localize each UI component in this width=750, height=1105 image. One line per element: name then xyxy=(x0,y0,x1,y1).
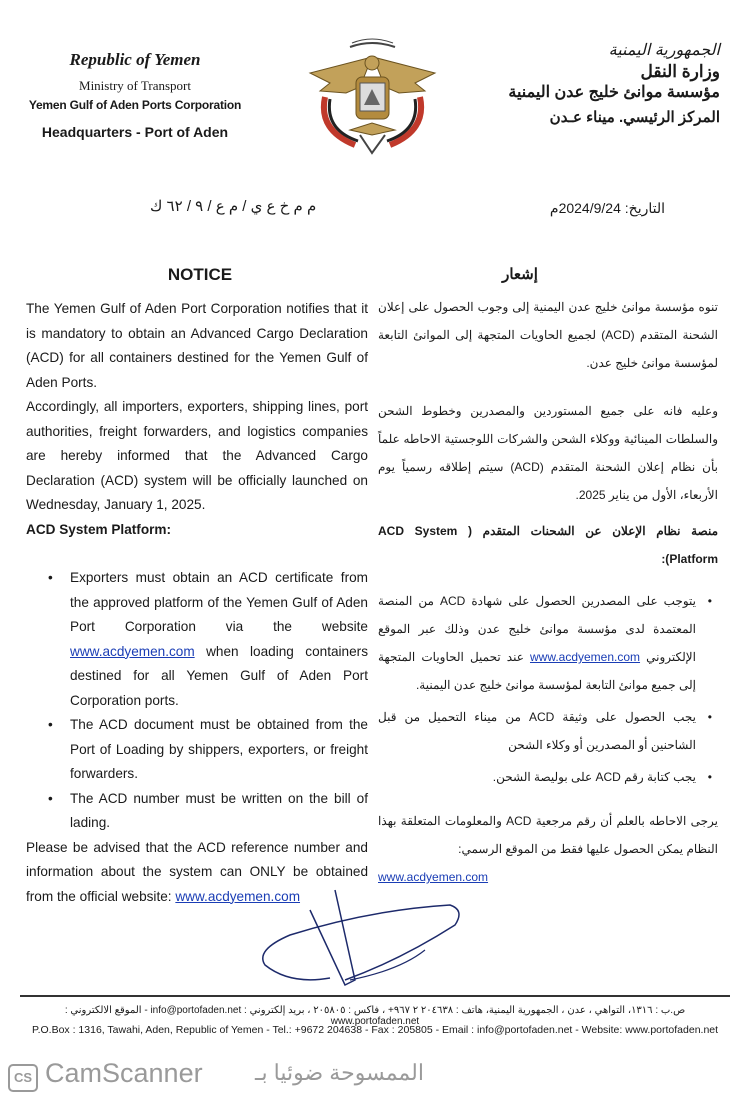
english-letterhead xyxy=(20,50,250,140)
english-bullet-list xyxy=(26,566,368,836)
official-website-link[interactable]: www.acdyemen.com xyxy=(175,888,301,904)
english-paragraph: The Yemen Gulf of Aden Port Corporation notifies that it is mandatory to obtain an Advanced Cargo Declaration (ACD) for all containers destined for the Yemen Gulf of Aden Ports. xyxy=(26,301,368,390)
arabic-paragraph: وعليه فانه على جميع المستوردين والمصدرين وخطوط الشحن والسلطات المينائية ووكلاء الشحن والشركات اللوجستية الاحاطه علماً بأن نظام إعلان الشحنة المتقدم (ACD) سيتم إطلاقه رسمياً يوم الأربعاء، الأول من يناير 2025. xyxy=(378,404,718,502)
arabic-footer-contact: ص.ب : ١٣١٦، التواهي ، عدن ، الجمهورية اليمنية، هاتف : ٢٠٤٦٣٨ ٢ ٩٦٧+ ، فاكس : ٢٠٥٨٠٥ ، بريد إلكتروني : info@portofaden.net - الموقع الالكتروني : www.portofaden.net xyxy=(64,1005,686,1027)
list-item: • يجب الحصول على وثيقة ACD من ميناء التحميل من قبل الشاحنين أو المصدرين أو وكلاء الشحن xyxy=(378,703,696,759)
ministry-name: Ministry of Transport xyxy=(79,78,191,93)
arabic-headquarters-name: المركز الرئيسي. ميناء عـدن xyxy=(549,109,720,126)
arabic-acd-website-link[interactable]: www.acdyemen.com xyxy=(529,650,641,664)
english-paragraph: Accordingly, all importers, exporters, shipping lines, port authorities, freight forwarders, and logistics companies are hereby informed that the Advanced Cargo Declaration (ACD) system will be officially launched on Wednesday, January 1, 2025. xyxy=(26,399,368,512)
list-item xyxy=(378,587,696,699)
arabic-notice-title: إشعار xyxy=(502,266,538,283)
arabic-closing: يرجى الاحاطه بالعلم أن رقم مرجعية ACD والمعلومات المتعلقة بهذا النظام يمكن الحصول عليها فقط من الموقع الرسمي: xyxy=(378,814,718,856)
letter-date: التاريخ: 2024/9/24م xyxy=(549,200,665,216)
list-item xyxy=(70,566,368,713)
camscanner-logo-icon: CS xyxy=(8,1064,38,1092)
english-footer-contact: P.O.Box : 1316, Tawahi, Aden, Republic of Yemen - Tel.: +9672 204638 - Fax : 205805 - Email : info@portofaden.net - Website: www.portofaden.net xyxy=(31,1024,719,1036)
camscanner-brand: CamScanner xyxy=(45,1058,203,1088)
corporation-name: Yemen Gulf of Aden Ports Corporation xyxy=(28,98,242,112)
bullet-text: Exporters must obtain an ACD certificate from the approved platform of the Yemen Gulf of Aden Port Corporation via the website xyxy=(70,570,368,634)
country-name: Republic of Yemen xyxy=(69,50,201,69)
arabic-official-website-link[interactable]: www.acdyemen.com xyxy=(378,870,489,884)
footer-divider xyxy=(20,995,730,997)
signature xyxy=(250,870,470,990)
arabic-ministry-name: وزارة النقل xyxy=(640,62,720,81)
reference-number: م م خ ع ي / م ع / ٩ / ٦٢ ك xyxy=(150,198,317,215)
yemen-eagle-emblem xyxy=(300,35,445,155)
arabic-corporation-name: مؤسسة موانئ خليج عدن اليمنية xyxy=(508,84,720,101)
list-item: • The ACD number must be written on the bill of lading. xyxy=(70,787,368,836)
closing-text: Please be advised that the ACD reference number and information about the system can ONLY be obtained from the official website: xyxy=(26,839,368,904)
notice-title: NOTICE xyxy=(167,265,233,284)
camscanner-arabic-caption: الممسوحة ضوئيا بـ xyxy=(255,1060,424,1085)
bullet-text: when loading containers destined for all Yemen Gulf of Aden Port Corporation ports. xyxy=(70,643,368,708)
arabic-bullet-list xyxy=(378,587,718,791)
bullet-text: عند تحميل الحاويات المتجهة إلى جميع موانئ التابعة لمؤسسة موانئ خليج عدن اليمنية. xyxy=(378,650,696,692)
arabic-paragraph: تنوه مؤسسة موانئ خليج عدن اليمنية إلى وجوب الحصول على إعلان الشحنة المتقدم (ACD) لجميع الحاويات المتجهة إلى الموانئ التابعة لمؤسسة موانئ خليج عدن. xyxy=(378,300,718,370)
arabic-notice-body xyxy=(378,293,718,891)
arabic-platform-heading: منصة نظام الإعلان عن الشحنات المتقدم ( ACD System Platform): xyxy=(378,524,718,566)
list-item: • The ACD document must be obtained from the Port of Loading by shippers, exporters, or freight forwarders. xyxy=(70,713,368,787)
english-platform-heading: ACD System Platform: xyxy=(26,521,172,537)
acd-website-link[interactable]: www.acdyemen.com xyxy=(70,643,195,659)
list-item: • يجب كتابة رقم ACD على بوليصة الشحن. xyxy=(378,763,696,791)
arabic-letterhead xyxy=(480,40,720,126)
english-notice-body xyxy=(26,297,368,909)
bullet-text: يتوجب على المصدرين الحصول على شهادة ACD من المنصة المعتمدة لدى مؤسسة موانئ خليج عدن وذلك عبر الموقع الإلكتروني xyxy=(378,594,696,664)
arabic-country-name: الجمهورية اليمنية xyxy=(608,42,720,59)
headquarters-name: Headquarters - Port of Aden xyxy=(41,124,229,140)
